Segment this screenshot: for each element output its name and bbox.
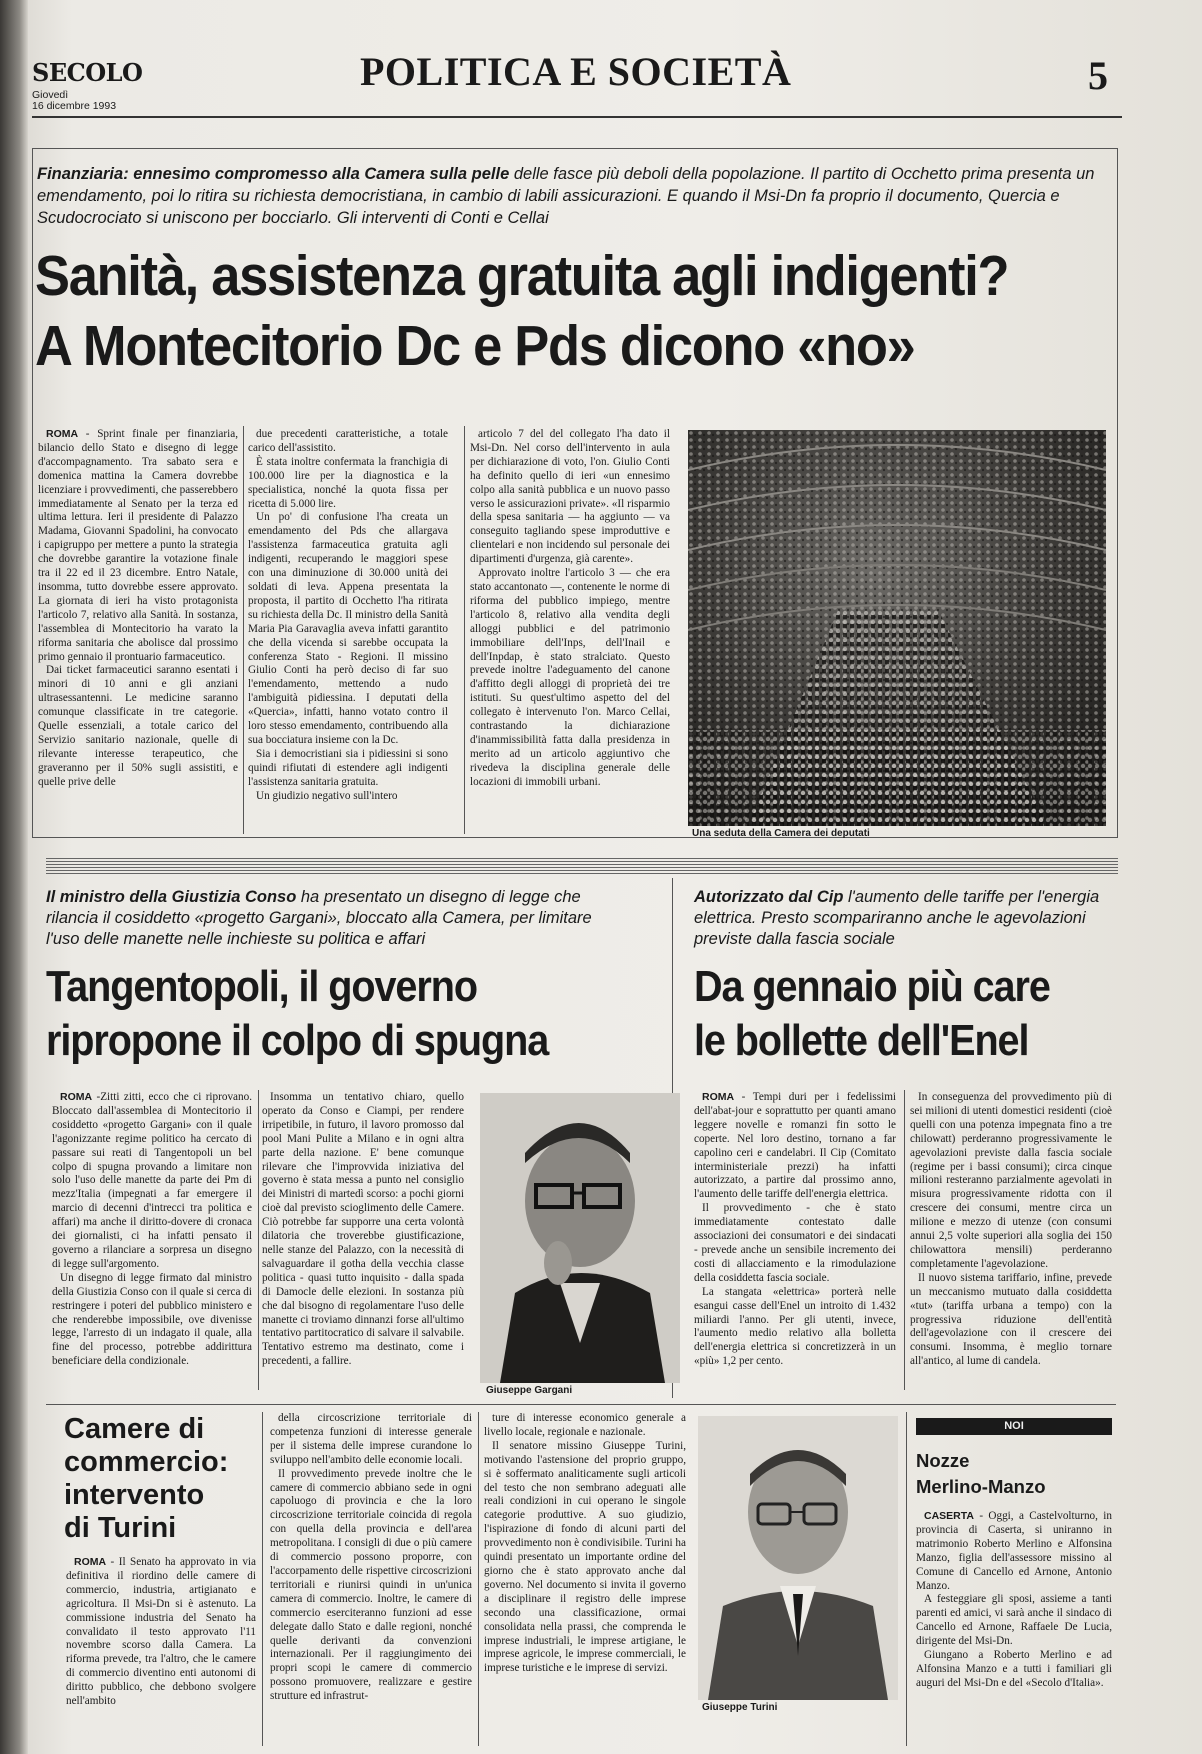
top-col1-p1: - Sprint finale per finanziaria, bilancio dello Stato e disegno di legge d'accompagnamento. Tra sabato sera e domenica mattina la Camera dovrebbe licenziare i provvedimenti, che passerebbero immediatamente al Senato per la terza ed ultima lettura. Ieri il presidente di Palazzo Madama, Giovanni Spadolini, ha convocato i capigruppo per mettere a punto la strategia che dovrebbe garantire la votazione finale tra il 22 ed il 23 dicembre. Entro Natale, insomma, tutto dovrebbe essere approvato. La giornata di ieri ha visto protagonista l'articolo 7, relativo alla Sanità. In sostanza, l'assemblea di Montecitorio ha varato la riforma sanitaria che abolisce dal prossimo primo gennaio il prontuario farmaceutico. — [38, 428, 238, 663]
column-divider — [478, 1412, 479, 1746]
top-col2-p4: Sia i democristiani sia i pidiessini si sono quindi rifiutati di estendere agli indigenti l'assistenza sanitaria gratuita. — [248, 747, 448, 788]
column-divider — [243, 426, 244, 834]
top-headline-line-2: A Montecitorio Dc e Pds dicono «no» — [35, 314, 915, 378]
bottom-headline-line-3: intervento — [64, 1479, 205, 1511]
top-story-column-3 — [470, 428, 670, 836]
right-headline-line-2: le bollette dell'Enel — [694, 1016, 1029, 1065]
bottom-col2-p2: Il provvedimento prevede inoltre che le camere di commercio abbiano sede in ogni capoluogo di provincia e che la loro circoscrizione territoriale coincida di regola con quella della provincia e dell'area metropolitana. I consigli di due o più camere di commercio possono proporre, con l'accorpamento delle rispettive circoscrizioni territoriali e riunirsi quindi in un'unica camera di commercio. Inoltre, le camere di commercio eserciteranno funzioni ad esse delegate dallo Stato e dalle regioni, nonché quelle derivanti da convenzioni internazionali. Per il raggiungimento dei propri scopi le camere di commercio possono promuovere, realizzare e gestire strutture ed infrastrut- — [270, 1467, 472, 1703]
page-number: 5 — [1088, 53, 1108, 98]
bottom-story-headline — [64, 1413, 254, 1545]
gargani-photo-caption: Giuseppe Gargani — [486, 1385, 573, 1396]
bottom-col3-p1: ture di interesse economico generale a livello locale, regionale e nazionale. — [484, 1412, 686, 1438]
right-story-kicker-lead: Autorizzato dal Cip — [694, 888, 844, 906]
noi-p3: Giungano a Roberto Merlino e ad Alfonsina Manzo e a tutti i familiari gli auguri del Msi-Dn e del «Secolo d'Italia». — [916, 1649, 1112, 1689]
top-story-kicker-lead: Finanziaria: ennesimo compromesso alla Camera sulla pelle — [37, 165, 510, 183]
noi-headline-line-2: Merlino-Manzo — [916, 1476, 1046, 1497]
right-headline-line-1: Da gennaio più care — [694, 962, 1050, 1011]
noi-column — [916, 1510, 1112, 1746]
top-story-column-2 — [248, 428, 448, 836]
right-col1-p2: Il provvedimento - che è stato immediatamente contestato dalle associazioni dei consumatori e dei sindacati - prevede anche un sensibile incremento dei costi di allacciamento e la rimodulazione della cosiddetta fascia sociale. — [694, 1202, 896, 1284]
left-story-column-2 — [262, 1091, 464, 1391]
top-story-column-1 — [38, 428, 238, 836]
right-col1-p3: La stangata «elettrica» porterà nelle esangui casse dell'Enel un introito di 1.432 miliardi l'anno. Per gli utenti, invece, l'aumento medio relativo alla bolletta dell'energia elettrica si concretizzerà in un «più» 1,2 per cento. — [694, 1285, 896, 1368]
turini-portrait — [698, 1416, 898, 1700]
noi-headline-line-1: Nozze — [916, 1450, 970, 1471]
turini-photo-caption: Giuseppe Turini — [702, 1702, 778, 1713]
bottom-col1-p1: - Il Senato ha approvato in via definitiva il riordino delle camere di commercio, industria, artigianato e agricoltura. Il Msi-Dn si è astenuto. La commissione industria del Senato ha convalidato il testo approvato l'11 novembre scorso dalla Camera. La riforma prevede, tra l'altro, che le camere di commercio diventino enti autonomi di diritto pubblico, che debbono svolgere nell'ambito — [66, 1556, 256, 1708]
left-story-column-1 — [52, 1091, 252, 1391]
left-headline-line-2: ripropone il colpo di spugna — [46, 1016, 549, 1065]
noi-dateline: CASERTA — [924, 1510, 974, 1522]
masthead — [32, 40, 1122, 120]
right-col1-p1: - Tempi duri per i fedelissimi dell'abat-jour e soprattutto per quanti amano leggere novelle e romanzi fin sotto le coperte. Nel loro destino, tornano a far capolino ceri e candelabri. Il Cip (Comitato interministeriale prezzi) ha infatti autorizzato, a partire dal prossimo anno, l'aumento delle tariffe dell'energia elettrica. — [694, 1091, 896, 1201]
column-divider — [904, 1090, 905, 1390]
column-divider — [258, 1090, 259, 1390]
right-story-dateline: ROMA — [702, 1091, 735, 1103]
chamber-session-image — [688, 430, 1106, 826]
gargani-portrait — [480, 1093, 680, 1383]
column-divider — [262, 1412, 263, 1746]
left-story-kicker-lead: Il ministro della Giustizia Conso — [46, 888, 297, 906]
left-story-kicker — [46, 887, 626, 950]
right-col2-p1: In conseguenza del provvedimento più di sei milioni di utenti domestici residenti (cioè quelli con una potenza impegnata fino a tre chilowatt) perderanno progressivamente le agevolazioni previste dalla fascia sociale (regime per i bassi consumi); circa cinque milioni resteranno parzialmente agevolati in misura progressivamente ridotta con il crescere dei consumi, mentre circa un milione e mezzo di utenze (con consumi annui 2,5 volte superiori alla soglia dei 150 chilowattora mensili) perderanno completamente l'agevolazione. — [910, 1091, 1112, 1270]
bottom-story-column-1 — [66, 1556, 256, 1744]
issue-date-text: 16 dicembre 1993 — [32, 100, 117, 112]
left-story-kicker-text: ha presentato un disegno di legge che rilancia il cosiddetto «progetto Gargani», bloccato alla Camera, per limitare l'uso delle manette nelle inchieste su politica e affari — [46, 888, 592, 948]
masthead-rule — [32, 116, 1122, 118]
top-story-headline — [35, 241, 1029, 381]
bottom-col2-p1: della circoscrizione territoriale di competenza funzioni di interesse generale per il sistema delle imprese curandone lo sviluppo nell'ambito delle economie locali. — [270, 1412, 472, 1466]
left-headline-line-1: Tangentopoli, il governo — [46, 962, 477, 1011]
top-story-kicker-text: delle fasce più deboli della popolazione. Il partito di Occhetto prima presenta un emendamento, poi lo ritira su richiesta democristiana, in cambio di labili assicurazioni. E quando il Msi-Dn fa proprio il documento, Quercia e Scudocrociato si uniscono per bocciarlo. Gli interventi di Conti e Cellai — [37, 165, 1095, 227]
right-story-headline — [694, 960, 1108, 1068]
noi-label: NOI — [916, 1418, 1112, 1435]
top-col3-p2: Approvato inoltre l'articolo 3 — che era stato accantonato —, contenente le norme di riforma del pubblico impiego, mentre l'articolo 8, relativo alla vendita degli alloggi pubblici e del patrimonio immobiliare dell'Inps, dell'Inail e dell'Inpdap, è stato stralciato. Questo prevede inoltre l'adeguamento del canone d'affitto degli alloggi di proprietà dei tre istituti. Su quest'ultimo aspetto del del collegato è intervenuto l'on. Marco Cellai, contrastando la dichiarazione d'inammissibilità fatta dalla presidenza in merito ad un articolo aggiuntivo che rivedeva la disciplina generale delle locazioni di immobili urbani. — [470, 567, 670, 788]
column-divider — [464, 426, 465, 834]
section-title: POLITICA E SOCIETÀ — [360, 49, 792, 94]
newspaper-brand: SECOLO — [32, 58, 143, 87]
gargani-photo — [480, 1093, 680, 1383]
left-story-dateline: ROMA — [60, 1091, 93, 1103]
right-col2-p2: Il nuovo sistema tariffario, infine, prevede un meccanismo mutuato dalla cosiddetta «tut» (tariffa urbana a tempo) con la progressiva riduzione dell'entità dell'agevolazione con il crescere dei consumi. Insomma, è meglio tornare all'antico, al lume di candela. — [910, 1271, 1112, 1368]
bottom-story-column-2 — [270, 1412, 472, 1746]
bottom-story-column-3 — [484, 1412, 686, 1746]
bottom-headline-line-2: commercio: — [64, 1446, 229, 1478]
top-col2-p1: due precedenti caratteristiche, a totale carico dell'assistito. — [248, 428, 448, 454]
bottom-headline-line-1: Camere di — [64, 1413, 205, 1445]
binding-spine — [0, 0, 28, 1754]
noi-headline — [916, 1448, 1112, 1500]
issue-day: Giovedì — [32, 89, 69, 101]
section-rule — [46, 1404, 1116, 1405]
right-story-kicker — [694, 887, 1114, 950]
top-headline-line-1: Sanità, assistenza gratuita agli indigenti? — [35, 244, 1009, 308]
top-story-dateline: ROMA — [46, 428, 79, 440]
top-col2-p2: È stata inoltre confermata la franchigia di 100.000 lire per la diagnostica e la specialistica, nonché la quota fissa per ricetta di 5.000 lire. — [248, 455, 448, 510]
left-col2-p1: Insomma un tentativo chiaro, quello operato da Conso e Ciampi, per rendere irripetibile, in futuro, il lavoro promosso dal pool Mani Pulite a Milano e in ogni altra parte della nazione. E' bene comunque rilevare che l'improvvida iniziativa del governo è stata messa a punto nel consiglio dei Ministri di martedì scorso: a pochi giorni cioè dal previsto scioglimento delle Camere. Ciò potrebbe far supporre una certa volontà dilatoria che troverebbe giustificazione, nelle stanze del Palazzo, con la necessità di salvaguardare il gotha della vecchia classe politica - quasi tutto inquisito - dalla spada di Damocle delle elezioni. In sostanza più che dal bisogno di regolamentare l'uso delle manette ci troviamo dinnanzi forse all'ultimo tentativo partitocratico di salvare il salvabile. Tentativo estremo ma destinato, come i precedenti, a fallire. — [262, 1091, 464, 1368]
top-col3-p1: articolo 7 del del collegato l'ha dato il Msi-Dn. Nel corso dell'intervento in aula per dichiarazione di voto, l'on. Giulio Conti ha definito quello di ieri «un ennesimo colpo alla sanità pubblica e un nuovo passo verso le assicurazioni private». «Il risparmio della spesa sanitaria — ha aggiunto — va conseguito tagliando spese improduttive e clientelari e non incidendo sul personale dei dipartimenti d'urgenza, già carente». — [470, 428, 670, 566]
noi-p1: - Oggi, a Castelvolturno, in provincia di Caserta, si uniranno in matrimonio Roberto Merlino e Alfonsina Manzo, figlia dell'assessore missino al Comune di Cancello ed Arnone, Antonio Manzo. — [916, 1510, 1112, 1592]
bottom-col3-p2: Il senatore missino Giuseppe Turini, motivando l'astensione del proprio gruppo, si è soffermato analiticamente sugli articoli del testo che non sembrano adeguati alle reali condizioni in cui operano le singole categorie produttive. A suo giudizio, l'ispirazione di fondo di alcuni parti del provvedimento non è condivisibile. Turini ha quindi presentato un importante ordine del giorno che è stato approvato anche dal governo. Nel documento si invita il governo a disciplinare il registro delle imprese secondo una classificazione, ormai consolidata nella prassi, che comprenda le imprese industriali, le imprese artigiane, le imprese agricole, le imprese commerciali, le imprese turistiche e le imprese di servizi. — [484, 1439, 686, 1675]
noi-p2: A festeggiare gli sposi, assieme a tanti parenti ed amici, vi sarà anche il sindaco di Cancello ed Arnone, Raffaele De Lucia, dirigente del Msi-Dn. — [916, 1593, 1112, 1648]
left-col1-p1: -Zitti zitti, ecco che ci riprovano. Bloccato dall'assemblea di Montecitorio il cosiddetto «progetto Gargani» con il quale l'agonizzante regime politico ha cercato di passare sui reati di Tangentopoli un bel colpo di spugna provando a limitare non solo l'uso delle manette da parte dei Pm di mezz'Italia (impegnati a far emergere il marcio di decenni d'intrecci tra politica e affari) ma anche il diritto-dovere di cronaca dei giornalisti, ci ha infatti pensato il governo a rilanciare a sorpresa un disegno di legge sull'argomento. — [52, 1091, 252, 1270]
top-col1-p2: Dai ticket farmaceutici saranno esentati i minori di 10 anni e gli anziani ultrasessantenni. Le medicine saranno comunque classificate in tre categorie. Quelle essenziali, a totale carico del Servizio sanitario nazionale, quelle di rilevante interesse terapeutico, che graveranno per il 50% sugli assistiti, e quelle prive delle — [38, 664, 238, 788]
column-divider — [906, 1412, 907, 1746]
striped-divider — [46, 858, 1118, 874]
turini-photo — [698, 1416, 898, 1700]
chamber-photo-caption: Una seduta della Camera dei deputati — [692, 828, 870, 839]
right-story-column-1 — [694, 1091, 896, 1393]
issue-date — [32, 90, 152, 112]
top-story-kicker — [37, 163, 1107, 229]
bottom-story-dateline: ROMA — [74, 1556, 107, 1568]
chamber-session-photo — [688, 430, 1106, 826]
right-story-column-2 — [910, 1091, 1112, 1393]
right-story-kicker-text: l'aumento delle tariffe per l'energia elettrica. Presto scompariranno anche le agevolazioni previste dalla fascia sociale — [694, 888, 1100, 948]
left-col1-p2: Un disegno di legge firmato dal ministro della Giustizia Conso con il quale si cerca di restringere i poteri del pubblico ministero e che renderebbe impossibile, ove divenisse legge, l'arresto di un indagato il quale, alla fine del processo, potrebbe addirittura beneficiare della condizionale. — [52, 1271, 252, 1368]
left-story-headline — [46, 960, 640, 1068]
bottom-headline-line-4: di Turini — [64, 1512, 177, 1544]
top-col2-p5: Un giudizio negativo sull'intero — [256, 789, 398, 802]
top-col2-p3: Un po' di confusione l'ha creata un emendamento del Pds che allargava l'assistenza farmaceutica gratuita agli indigenti, recuperando le maggiori spese con una diminuzione di 30.000 unità dei soldati di leva. Appena presentata la proposta, il partito di Occhetto l'ha ritirata su richiesta della Dc. Il ministro della Sanità Maria Pia Garavaglia aveva infatti garantito che della vicenda si sarebbe occupata la conferenza Stato - Regioni. Il missino Giulio Conti ha però deciso di far suo l'emendamento, mettendo a nudo l'ambiguità pidiessina. I deputati della «Quercia», infatti, hanno votato contro il loro stesso emendamento, contribuendo alla sua bocciatura insieme con la Dc. — [248, 511, 448, 746]
